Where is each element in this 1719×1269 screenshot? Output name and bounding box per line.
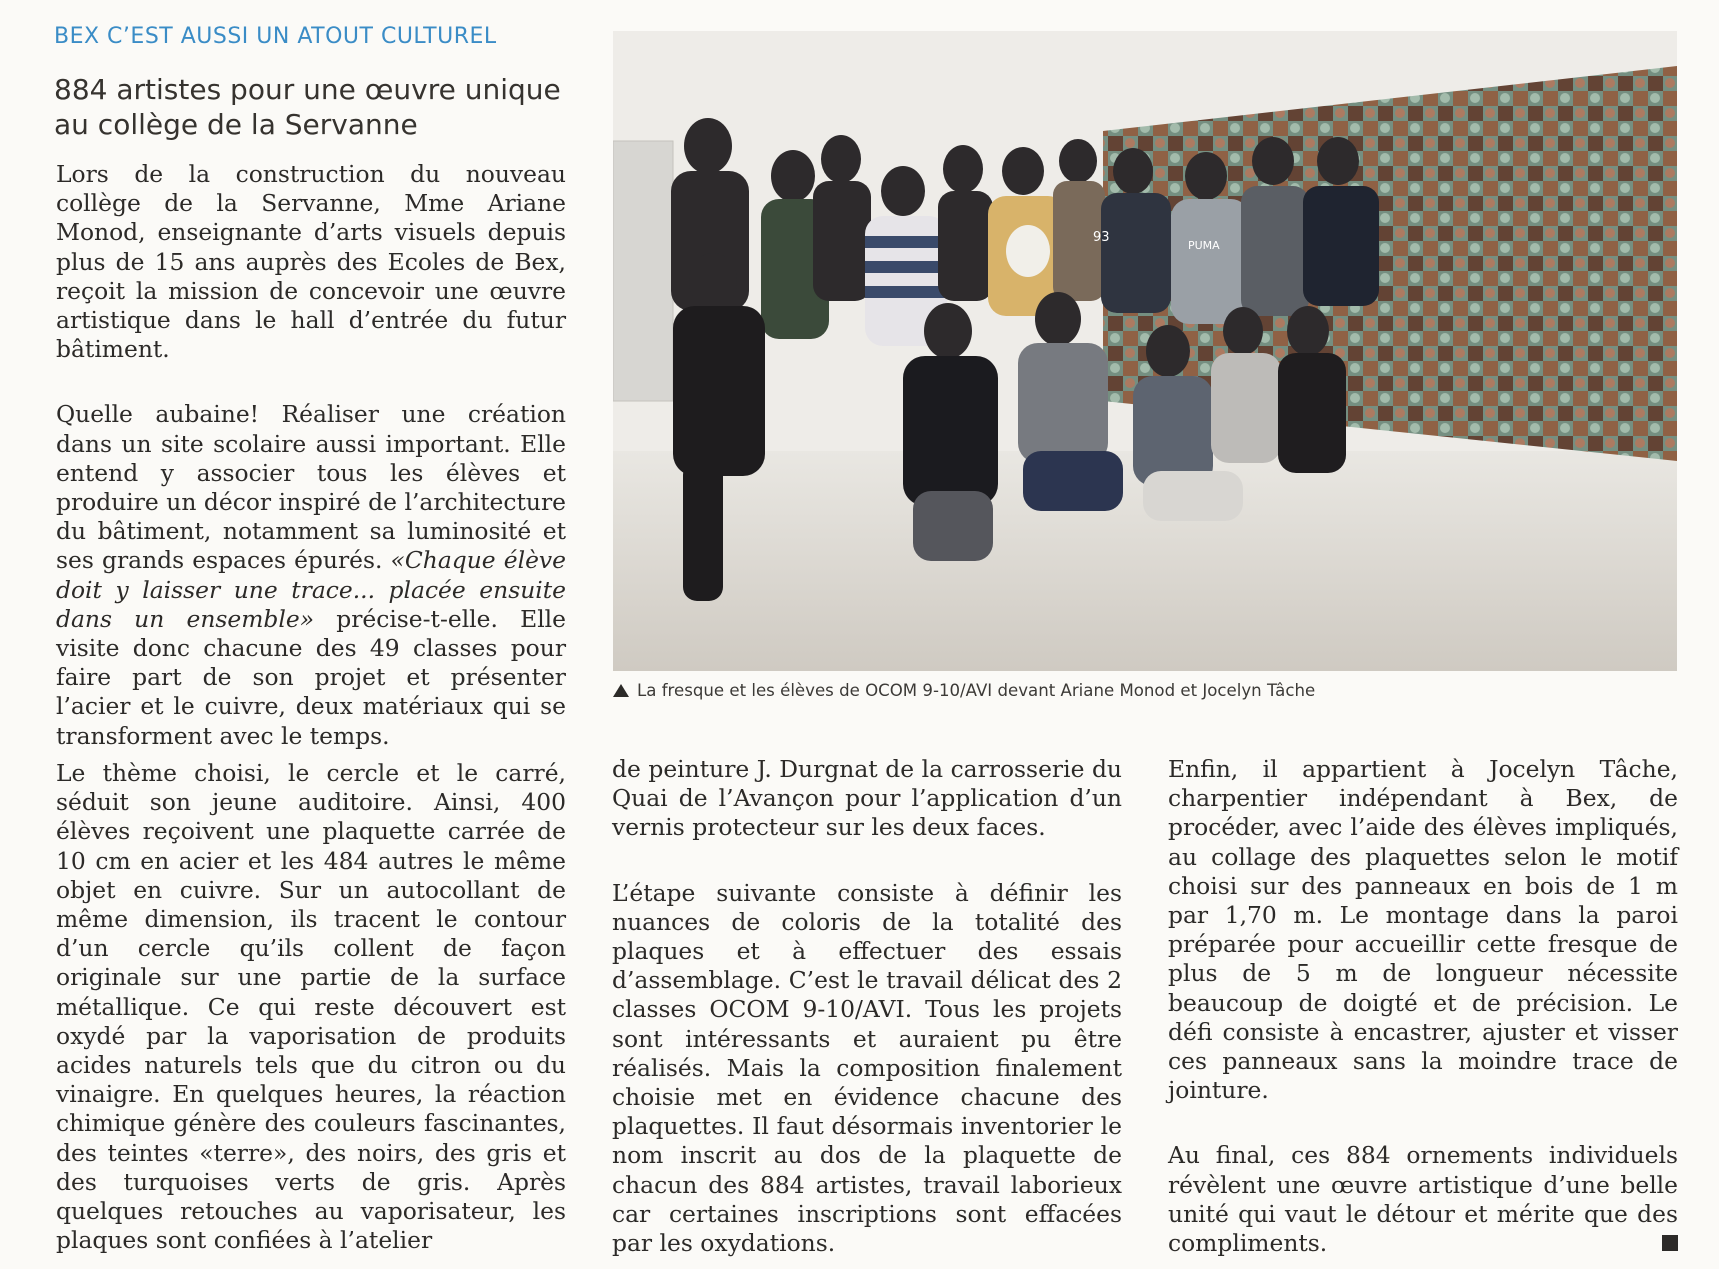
shirt-brand: PUMA (1188, 239, 1220, 252)
shirt-number: 93 (1093, 230, 1110, 245)
column-1-top (56, 160, 566, 751)
section-kicker: BEX C’EST AUSSI UN ATOUT CULTUREL (54, 24, 497, 49)
paragraph-5: L’étape suivante consiste à définir les nuances de coloris de la totalité des plaques et à effectuer des essais d’assemblage. C’est le travail délicat des 2 classes OCOM 9-10/AVI. Tous les projets sont intéressants et auraient pu être réalisés. Mais la composition finalement choisie met en évidence chacune des plaquettes. Il faut désormais inventorier le nom inscrit au dos de la plaquette de chacun des 884 artistes, travail laborieux car certaines inscriptions sont effacées par les oxydations. (612, 878, 1122, 1258)
photo-caption: La fresque et les élèves de OCOM 9-10/AVI devant Ariane Monod et Jocelyn Tâche (613, 681, 1677, 700)
end-of-article-square-icon (1662, 1235, 1678, 1251)
photo-illustration (613, 31, 1677, 671)
column-2 (612, 755, 1122, 1258)
article-headline: 884 artistes pour une œuvre unique au collège de la Servanne (54, 73, 561, 141)
paragraph-2: Quelle aubaine! Réaliser une création dans un site scolaire aussi important. Elle entend y associer tous les élèves et produire un décor inspiré de l’architecture du bâtiment, notamment sa luminosité et ses grands espaces épurés. «Chaque élève doit y laisser une trace... placée ensuite dans un ensemble» précise-t-elle. Elle visite donc chacune des 49 classes pour faire part de son projet et présenter l’acier et le cuivre, deux matériaux qui se transforment avec le temps. (56, 400, 566, 750)
paragraph-1: Lors de la construction du nouveau collège de la Servanne, Mme Ariane Monod, enseignante d’arts visuels depuis plus de 15 ans auprès des Ecoles de Bex, reçoit la mission de concevoir une œuvre artistique dans le hall d’entrée du futur bâtiment. (56, 160, 566, 364)
quote: «Chaque élève doit y laisser une trace... placée ensuite dans un ensemble» (56, 546, 566, 633)
triangle-up-icon (613, 684, 629, 697)
column-3 (1168, 755, 1678, 1258)
column-1-bottom (56, 759, 566, 1255)
paragraph-4: de peinture J. Durgnat de la carrosserie du Quai de l’Avançon pour l’application d’un vernis protecteur sur les deux faces. (612, 755, 1122, 842)
group-photo (613, 31, 1677, 671)
paragraph-3: Le thème choisi, le cercle et le carré, séduit son jeune auditoire. Ainsi, 400 élèves reçoivent une plaquette carrée de 10 cm en acier et les 484 autres le même objet en cuivre. Sur un autocollant de même dimension, ils tracent le contour d’un cercle qu’ils collent de façon originale sur une partie de la surface métallique. Ce qui reste découvert est oxydé par la vaporisation de produits acides naturels tels que du citron ou du vinaigre. En quelques heures, la réaction chimique génère des couleurs fascinantes, des teintes «terre», des noirs, des gris et des turquoises verts de gris. Après quelques retouches au vaporisateur, les plaques sont confiées à l’atelier (56, 759, 566, 1255)
paragraph-6: Enfin, il appartient à Jocelyn Tâche, charpentier indépendant à Bex, de procéder, avec l’aide des élèves impliqués, au collage des plaquettes selon le motif choisi sur des panneaux en bois de 1 m par 1,70 m. Le montage dans la paroi préparée pour accueillir cette fresque de plus de 5 m de longueur nécessite beaucoup de doigté et de précision. Le défi consiste à encastrer, ajuster et visser ces panneaux sans la moindre trace de jointure. (1168, 755, 1678, 1105)
paragraph-7: Au final, ces 884 ornements individuels révèlent une œuvre artistique d’une belle unité qui vaut le détour et mérite que des compliments. (1168, 1141, 1678, 1258)
